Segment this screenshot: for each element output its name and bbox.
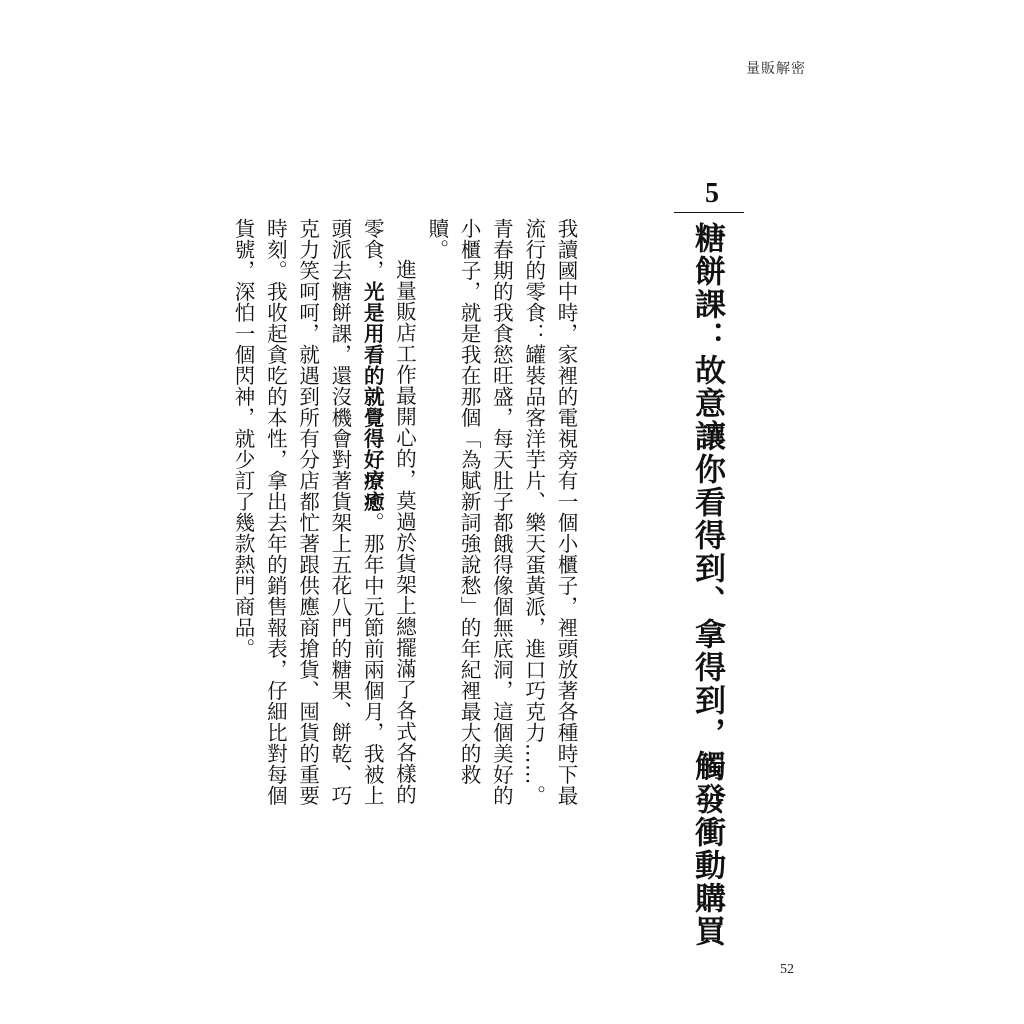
- paragraph-2: [227, 218, 421, 818]
- paragraph-1-line-3: 旺盛，每天肚子都餓得像個無底洞，這個美好的小櫃子，就是我在那個「為: [457, 218, 514, 806]
- paragraph-2-emphasis: 光是用看的就覺得好療癒: [360, 281, 385, 512]
- running-header: 量販解密: [746, 61, 806, 77]
- chapter-title: 糖餅課：故意讓你看得到、拿得到，觸發衝動購買: [689, 222, 725, 948]
- page-number: 52: [780, 962, 794, 977]
- body-text: [231, 218, 582, 818]
- paragraph-1-line-2: 的零食：罐裝品客洋芋片、樂天蛋黃派，進口巧克力……。青春期的我食慾: [489, 218, 546, 806]
- paragraph-2-intro: 進量販店工作最開心的，莫過於貨架上總擺滿了各式各樣的零食，: [360, 218, 417, 805]
- chapter-number: 5: [705, 178, 719, 209]
- chapter-divider: [674, 212, 744, 213]
- paragraph-1-line-4: 賦新詞強說愁」的年紀裡最大的救贖。: [424, 218, 482, 785]
- paragraph-1-line-1: 我讀國中時，家裡的電視旁有一個小櫃子，裡頭放著各種時下最流行: [521, 218, 578, 806]
- paragraph-2-rest: 。那年中元節前兩個月，我被上頭派去糖餅課，還沒機會對著貨架上五花八門的糖果、餅乾、巧克力笑呵呵，就遇到所有分店都忙著跟供應商搶貨、囤貨的重要時刻。我收起貪吃的本性，拿出去年的銷售報表，仔細比對每個貨號，深怕一個閃神，就少訂了幾款熱門商品。: [231, 218, 385, 806]
- paragraph-1: [421, 218, 582, 818]
